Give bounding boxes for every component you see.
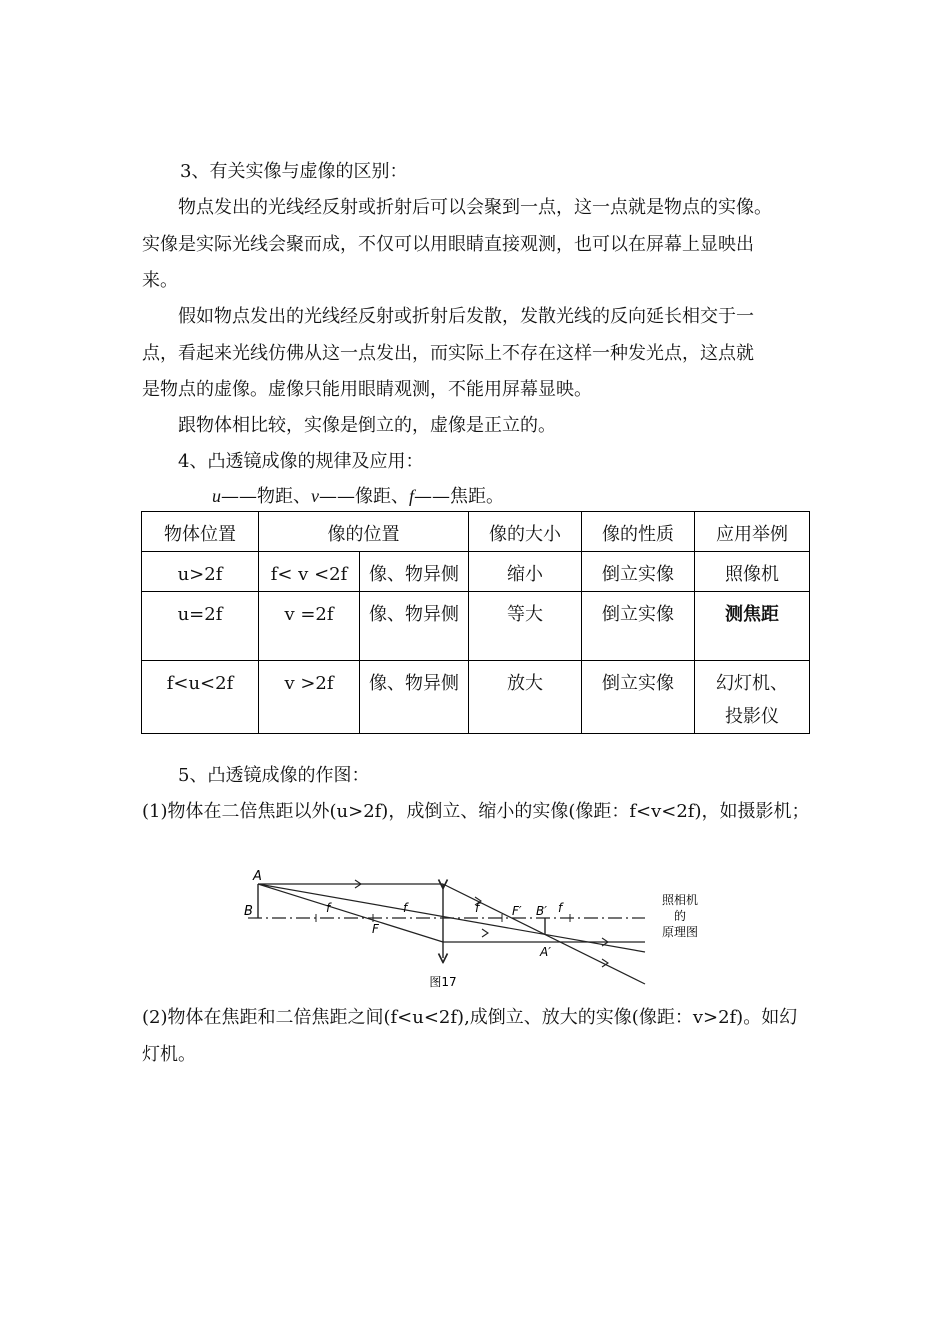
label-A: A <box>253 869 262 884</box>
label-f: f <box>558 901 563 915</box>
section-5-heading: 5、凸透镜成像的作图： <box>178 765 370 786</box>
label-f: f <box>475 901 480 915</box>
var-f-desc: ——焦距。 <box>414 486 505 507</box>
var-v-desc: ——像距、 <box>319 486 409 507</box>
side-label-line: 照相机 <box>661 893 699 907</box>
cell-image-nature: 倒立实像 <box>582 661 695 734</box>
sec3-p3: 跟物体相比较，实像是倒立的，虚像是正立的。 <box>178 415 556 436</box>
section-4-heading: 4、凸透镜成像的规律及应用： <box>178 451 424 472</box>
table-header-row <box>142 512 810 552</box>
sec5-item2-line1: (2)物体在焦距和二倍焦距之间(f<u<2f),成倒立、放大的实像(像距：v>2f)。如幻 <box>142 1007 798 1028</box>
cell-object-position: f<u<2f <box>142 661 259 734</box>
cell-image-side: 像、物异侧 <box>360 661 469 734</box>
header-image-position: 像的位置 <box>259 512 469 552</box>
camera-principle-diagram <box>240 862 710 992</box>
cell-object-position: u>2f <box>142 552 259 592</box>
application-line: 幻灯机、 <box>716 673 788 694</box>
sec5-item1: (1)物体在二倍焦距以外(u>2f)，成倒立、缩小的实像(像距：f<v<2f)，如摄影机； <box>142 801 810 822</box>
sec3-p1-line3: 来。 <box>142 270 178 291</box>
header-image-nature: 像的性质 <box>582 512 695 552</box>
variable-definitions <box>212 484 504 509</box>
label-f: f <box>403 901 408 915</box>
label-B: B <box>244 904 253 919</box>
section-3-heading: 3、有关实像与虚像的区别： <box>180 161 408 182</box>
cell-image-range: v =2f <box>259 592 360 661</box>
table-row <box>142 592 810 661</box>
sec3-p2-line2: 点，看起来光线仿佛从这一点发出，而实际上不存在这样一种发光点，这点就 <box>142 343 754 364</box>
table-row <box>142 661 810 734</box>
figure-caption: 图17 <box>429 975 457 989</box>
cell-image-range: f< v <2f <box>259 552 360 592</box>
sec3-p1-line2: 实像是实际光线会聚而成，不仅可以用眼睛直接观测，也可以在屏幕上显映出 <box>142 234 754 255</box>
ray-through-focus <box>258 884 443 942</box>
cell-image-side: 像、物异侧 <box>360 592 469 661</box>
sec5-item2-line2: 灯机。 <box>142 1044 196 1065</box>
side-label-line: 的 <box>673 909 687 923</box>
cell-image-nature: 倒立实像 <box>582 552 695 592</box>
cell-image-size: 等大 <box>469 592 582 661</box>
side-label-line: 原理图 <box>661 925 699 939</box>
table-row <box>142 552 810 592</box>
sec3-p2-line3: 是物点的虚像。虚像只能用眼睛观测，不能用屏幕显映。 <box>142 379 592 400</box>
cell-image-size: 放大 <box>469 661 582 734</box>
sec3-p2-line1: 假如物点发出的光线经反射或折射后发散，发散光线的反向延长相交于一 <box>178 306 754 327</box>
cell-image-range: v >2f <box>259 661 360 734</box>
label-F-prime: F′ <box>512 904 522 918</box>
cell-image-size: 缩小 <box>469 552 582 592</box>
header-application: 应用举例 <box>695 512 810 552</box>
var-f: f <box>409 486 415 506</box>
cell-image-nature: 倒立实像 <box>582 592 695 661</box>
var-u-desc: ——物距、 <box>221 486 311 507</box>
cell-object-position: u=2f <box>142 592 259 661</box>
cell-application: 测焦距 <box>695 592 810 661</box>
cell-application: 照像机 <box>695 552 810 592</box>
direction-mark <box>482 929 488 937</box>
cell-image-side: 像、物异侧 <box>360 552 469 592</box>
header-image-size: 像的大小 <box>469 512 582 552</box>
label-f: f <box>326 901 331 915</box>
var-v: v <box>311 486 319 506</box>
imaging-rules-table <box>141 511 810 734</box>
label-A-prime: A′ <box>540 945 551 959</box>
var-u: u <box>212 486 221 506</box>
header-object-position: 物体位置 <box>142 512 259 552</box>
cell-application <box>695 661 810 734</box>
label-B-prime: B′ <box>536 904 547 918</box>
application-line: 投影仪 <box>725 706 779 727</box>
label-F: F <box>372 922 379 936</box>
sec3-p1-line1: 物点发出的光线经反射或折射后可以会聚到一点，这一点就是物点的实像。 <box>178 197 772 218</box>
